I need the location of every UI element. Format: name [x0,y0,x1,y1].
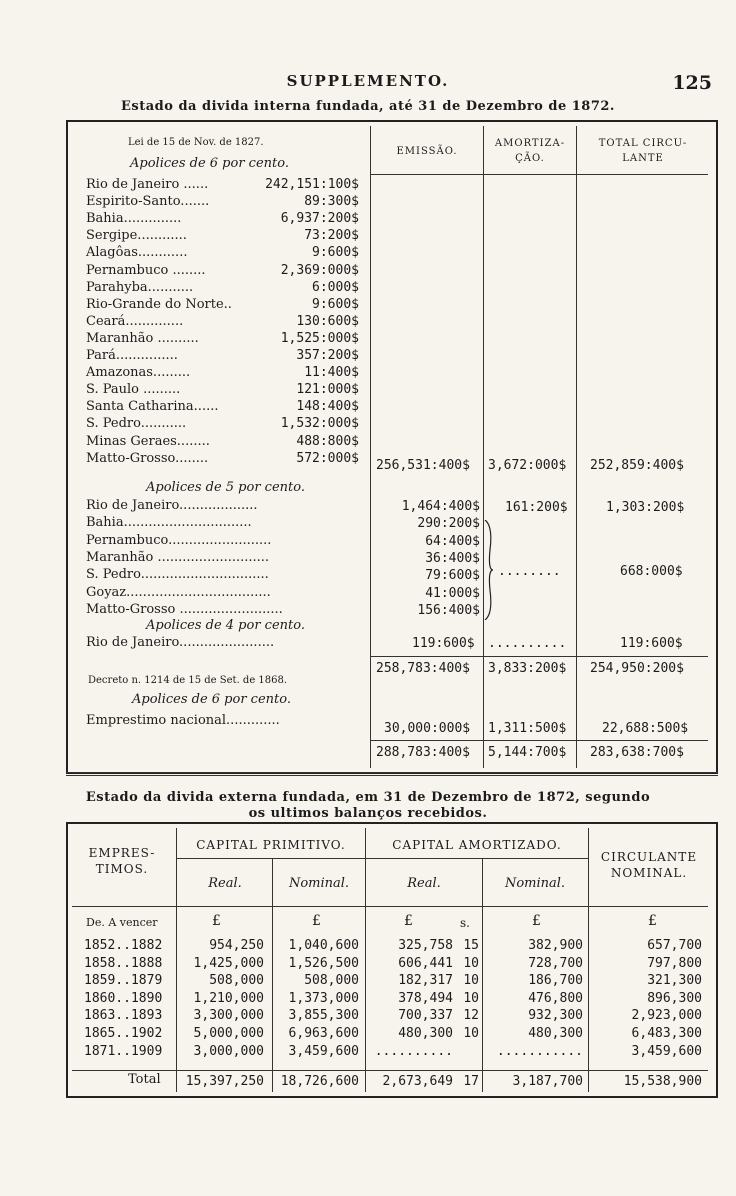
subheader-prim-nominal: Nominal. [288,876,350,891]
province-value-5: 156:400$ [417,602,480,618]
province-name: Parahyba........... [86,279,194,295]
subtotal-amortizacao: 3,833:200$ [488,661,567,676]
loan-period: 1871..1909 [84,1043,163,1059]
province-row [86,194,363,212]
decree-heading: Apolices de 6 por cento. [132,692,291,707]
total-prim-real: 15,397,250 [185,1074,264,1089]
province-value: 11:400$ [304,365,359,381]
subheader-amort-nominal: Nominal. [504,876,566,891]
col-header-total-2: LANTE [622,153,664,164]
header-circulante-1: CIRCULANTE [600,850,698,864]
prim-real-value: 5,000,000 [193,1026,264,1041]
total-amort-real: 2,673,649 [382,1074,453,1089]
section5-rio-amortizacao: 161:200$ [505,500,568,515]
subheader-prim-real: Real. [208,876,242,891]
prim-real-value: 3,000,000 [193,1043,264,1059]
ext-col-divider-3 [365,828,366,1092]
province-value-5: 64:400$ [425,533,480,549]
header-rule [370,174,708,175]
amort-nominal-value: 932,300 [528,1008,583,1024]
amort-real-value: 378,494 [398,990,453,1006]
grand-total-emissao: 288,783:400$ [376,745,470,760]
section4-emissao: 119:600$ [412,636,475,651]
province-row [86,245,363,263]
subtotal-rule [370,656,708,657]
decree-name: Emprestimo nacional............. [86,713,280,728]
province-name: Maranhão .......... [86,330,199,346]
loan-period: 1859..1879 [84,973,163,989]
province-name: Minas Geraes........ [86,433,210,449]
province-row [86,365,363,383]
units-pound-circulante: £ [648,913,657,929]
section6-amortizacao: 3,672:000$ [488,458,567,473]
amort-real-value: 606,441 [398,955,453,971]
group-brace [482,520,496,620]
province-name: Alagôas............ [86,245,188,261]
amort-nominal-value: 186,700 [528,973,583,989]
province-value: 1,525:000$ [280,330,359,346]
province-value: 1,532:000$ [280,416,359,432]
section4-name: Rio de Janeiro....................... [86,635,275,650]
province-name: Pará............... [86,348,178,363]
province-value: 130:600$ [296,313,359,329]
province-row [86,382,363,400]
amort-nominal-value: ........... [496,1043,583,1059]
province-row [86,297,363,315]
loan-period: 1863..1893 [84,1008,163,1024]
province-name-5: Maranhão ........................... [86,549,270,565]
amort-real-value: 325,758 [398,938,453,953]
section6-total: 252,859:400$ [590,458,684,473]
province-value: 488:800$ [296,433,359,449]
circulante-value: 657,700 [647,938,702,953]
province-row [86,416,363,434]
province-name: Matto-Grosso........ [86,450,209,466]
province-row [86,451,363,469]
section5-rio-total: 1,303:200$ [606,500,685,515]
province-name-5: S. Pedro............................... [86,567,269,583]
units-de-a-vencer: De. A vencer [86,916,158,929]
grand-total-amortizacao: 5,144:700$ [488,745,567,760]
province-name: Santa Catharina...... [86,399,219,415]
units-pound-amort-nominal: £ [532,913,541,929]
circulante-value: 896,300 [647,990,702,1006]
amort-shilling-value: 10 [463,990,479,1006]
col-divider-emissao [370,126,371,768]
loan-period: 1852..1882 [84,938,163,953]
header-circulante-2: NOMINAL. [610,866,688,880]
amort-real-value: 480,300 [398,1026,453,1041]
province-name: Ceará.............. [86,313,184,329]
section5-group-total: 668:000$ [620,564,683,579]
prim-nominal-value: 6,963,600 [288,1026,359,1041]
province-name: Pernambuco ........ [86,262,206,278]
province-value: 357:200$ [296,348,359,363]
header-capital-primitivo: CAPITAL PRIMITIVO. [196,838,346,852]
ext-col-divider-1 [176,828,177,1092]
amort-nominal-value: 728,700 [528,955,583,971]
prim-nominal-value: 3,855,300 [288,1008,359,1024]
units-pound-prim-nominal: £ [312,913,321,929]
loan-period: 1860..1890 [84,990,163,1006]
province-name: Sergipe............ [86,228,187,244]
province-name-5: Bahia............................... [86,515,252,531]
decree-total: 22,688:500$ [602,721,689,736]
ext-col-divider-5 [588,828,589,1092]
col-divider-total [576,126,577,768]
grand-total-rule [370,740,708,741]
subtotal-emissao: 258,783:400$ [376,661,470,676]
province-name-5: Rio de Janeiro................... [86,498,258,513]
subheader-amort-real: Real. [407,876,441,891]
province-row [86,177,363,195]
prim-real-value: 508,000 [209,973,264,989]
circulante-value: 6,483,300 [631,1026,702,1041]
province-value-5: 290:200$ [417,516,480,532]
loan-period: 1865..1902 [84,1026,163,1041]
province-value: 6,937:200$ [280,211,359,227]
grand-total-total: 283,638:700$ [590,745,684,760]
amort-nominal-value: 476,800 [528,990,583,1006]
col-header-amortizacao-2: ÇÃO. [515,153,545,164]
province-value: 242,151:100$ [265,177,359,192]
total-prim-nominal: 18,726,600 [280,1074,359,1089]
province-name: Rio-Grande do Norte.. [86,296,232,312]
province-row [86,228,363,246]
header-capital-amortizado: CAPITAL AMORTIZADO. [392,838,562,852]
circulante-value: 321,300 [647,973,702,989]
col-header-total-1: TOTAL CIRCU- [598,138,688,149]
province-value: 9:600$ [312,245,359,261]
total-amort-nominal: 3,187,700 [512,1074,583,1089]
section-heading-6: Apolices de 6 por cento. [130,156,289,171]
province-value: 2,369:000$ [280,262,359,278]
units-pound-amort-real: £ [404,913,413,929]
province-row [86,331,363,349]
subtotal-total: 254,950:200$ [590,661,684,676]
province-name: Bahia.............. [86,211,182,227]
province-row [86,211,363,229]
province-name: S. Pedro........... [86,416,187,432]
section-heading-4: Apolices de 4 por cento. [146,618,305,633]
amort-real-value: 700,337 [398,1008,453,1024]
amort-shilling-value: 10 [463,1026,479,1041]
prim-nominal-value: 1,040,600 [288,938,359,953]
header-emprestimos-1: EMPRES- [88,846,156,860]
decree-amortizacao: 1,311:500$ [488,721,567,736]
total-circulante: 15,538,900 [623,1074,702,1089]
province-value: 148:400$ [296,399,359,415]
province-value-5: 41:000$ [425,585,480,601]
prim-real-value: 3,300,000 [193,1008,264,1024]
units-shilling: s. [460,916,470,930]
circulante-value: 797,800 [647,955,702,971]
page-number: 125 [672,72,712,94]
province-value: 572:000$ [296,450,359,466]
law-reference: Lei de 15 de Nov. de 1827. [128,137,264,148]
col-header-emissao: EMISSÃO. [396,146,458,157]
section-separator [66,772,718,776]
total-label: Total [128,1072,161,1087]
prim-nominal-value: 1,526,500 [288,955,359,971]
amort-nominal-value: 480,300 [528,1026,583,1041]
loan-period: 1858..1888 [84,955,163,971]
province-row [86,399,363,417]
decree-emissao: 30,000:000$ [384,721,471,736]
circulante-value: 2,923,000 [631,1008,702,1024]
amort-shilling-value: 15 [463,938,479,953]
province-value: 6:000$ [312,279,359,295]
province-row [86,263,363,281]
section6-emissao: 256,531:400$ [376,458,470,473]
amort-nominal-value: 382,900 [528,938,583,953]
ext-subheader-rule [72,906,708,907]
section-heading-5: Apolices de 5 por cento. [146,480,305,495]
province-row [86,314,363,332]
page-header-title: SUPPLEMENTO. [286,72,450,90]
amort-shilling-value: 10 [463,955,479,971]
province-name-5: Matto-Grosso ......................... [86,601,283,617]
external-debt-title-2: os ultimos balanços recebidos. [248,806,488,821]
province-value-5: 36:400$ [425,550,480,566]
province-value: 9:600$ [312,296,359,312]
amort-real-value: .......... [374,1043,453,1059]
section4-dots: .......... [488,636,567,651]
province-name-5: Goyaz................................... [86,584,271,600]
province-value-5: 79:600$ [425,568,480,584]
ext-header-rule [176,858,588,859]
province-value: 121:000$ [296,382,359,398]
province-name: Amazonas......... [86,365,191,381]
prim-nominal-value: 1,373,000 [288,990,359,1006]
amort-shilling-value: 12 [463,1008,479,1024]
province-name: Rio de Janeiro ...... [86,177,209,192]
units-pound-prim-real: £ [212,913,221,929]
external-debt-title-1: Estado da divida externa fundada, em 31 de Dezembro de 1872, segundo [85,790,651,805]
prim-nominal-value: 508,000 [304,973,359,989]
province-row [86,434,363,452]
decree-reference: Decreto n. 1214 de 15 de Set. de 1868. [88,675,288,686]
total-amort-s: 17 [463,1074,479,1089]
province-row [86,280,363,298]
prim-nominal-value: 3,459,600 [288,1043,359,1059]
col-divider-amortizacao [483,126,484,768]
province-name: S. Paulo ......... [86,382,181,398]
header-emprestimos-2: TIMOS. [95,862,149,876]
amort-shilling-value: 10 [463,973,479,989]
prim-real-value: 1,210,000 [193,990,264,1006]
amort-real-value: 182,317 [398,973,453,989]
section5-group-dots: ........ [498,564,561,579]
prim-real-value: 954,250 [209,938,264,953]
prim-real-value: 1,425,000 [193,955,264,971]
province-value: 73:200$ [304,228,359,244]
province-value-5: 1,464:400$ [401,499,480,514]
ext-total-rule [72,1070,708,1071]
province-name-5: Pernambuco......................... [86,532,272,548]
province-row [86,348,363,366]
province-name: Espirito-Santo....... [86,194,210,210]
province-value: 89:300$ [304,194,359,210]
section4-total: 119:600$ [620,636,683,651]
col-header-amortizacao-1: AMORTIZA- [494,138,566,149]
circulante-value: 3,459,600 [631,1043,702,1059]
internal-debt-title: Estado da divida interna fundada, até 31 de Dezembro de 1872. [121,99,615,114]
